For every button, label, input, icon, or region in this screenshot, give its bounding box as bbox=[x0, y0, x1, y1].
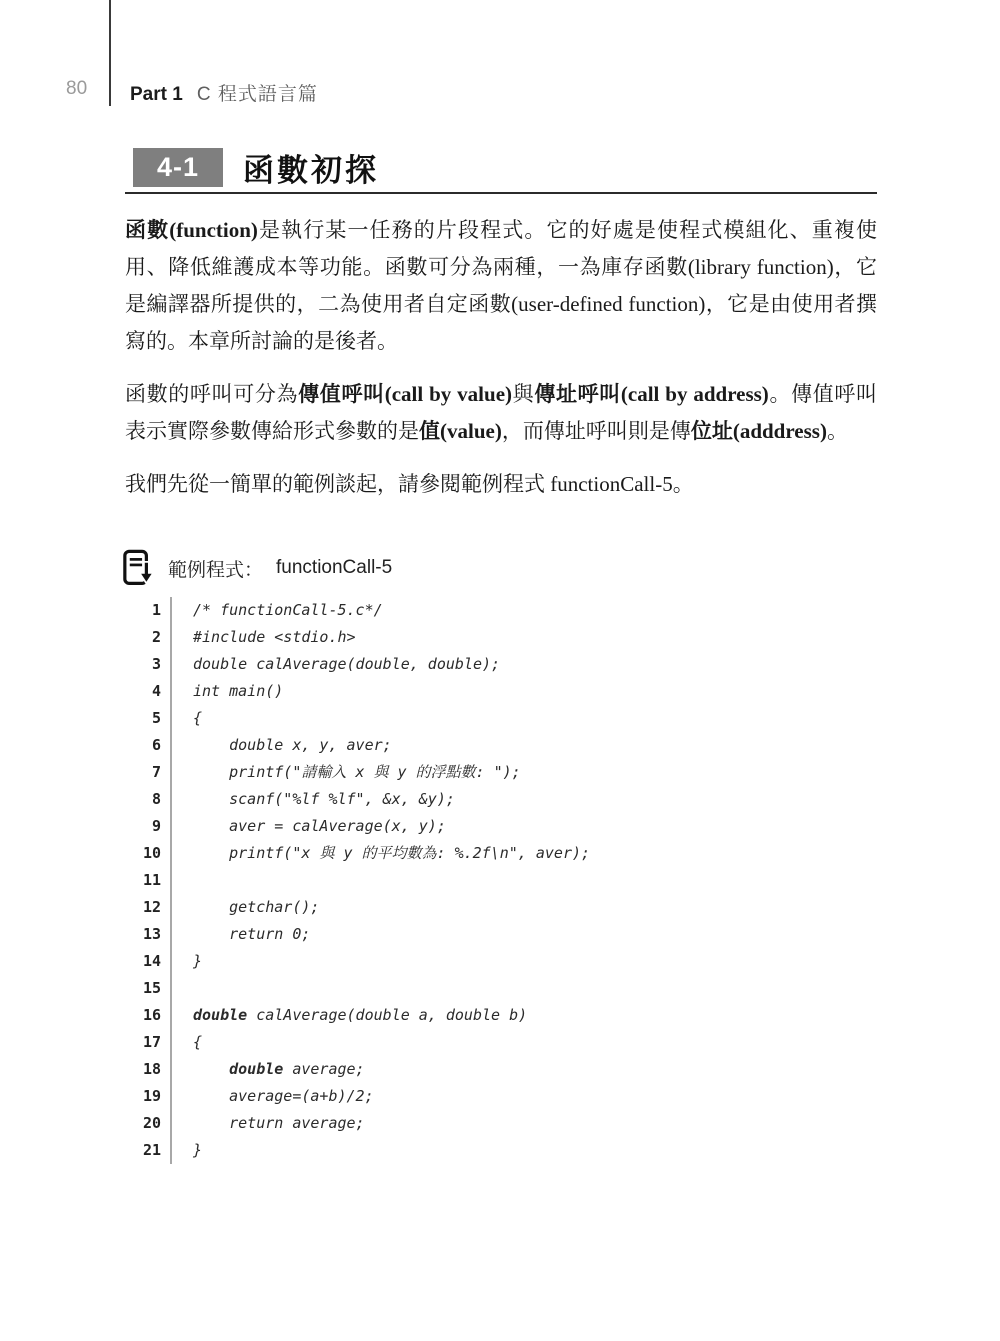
running-header bbox=[130, 79, 318, 106]
text-run: double bbox=[193, 1006, 248, 1024]
line-number: 20 bbox=[127, 1110, 172, 1137]
code-text bbox=[172, 1056, 365, 1083]
code-text bbox=[172, 867, 193, 894]
text-run: } bbox=[193, 952, 203, 970]
code-text bbox=[172, 732, 392, 759]
code-line bbox=[127, 1029, 867, 1056]
section-number-badge: 4-1 bbox=[133, 148, 223, 187]
section-underline bbox=[125, 192, 877, 194]
line-number: 9 bbox=[127, 813, 172, 840]
line-number: 4 bbox=[127, 678, 172, 705]
code-text bbox=[172, 921, 310, 948]
text-run: 我們先從一簡單的範例談起，請參閱範例程式 functionCall-5。 bbox=[125, 472, 694, 496]
code-text bbox=[172, 678, 283, 705]
line-number: 1 bbox=[127, 597, 172, 624]
line-number: 21 bbox=[127, 1137, 172, 1164]
code-text bbox=[172, 624, 356, 651]
code-text bbox=[172, 1110, 365, 1137]
code-line bbox=[127, 948, 867, 975]
example-program-row bbox=[123, 549, 392, 587]
text-run: 是執行某一任務的片段程式。它的好處是使程式模組化、重複使用、降低維護成本等功能。函數可分為兩種，一為庫存函數(library function)，它是編譯器所提供的，二為使用者自定函數(user-defined function)，它是由使用者撰寫的。本章所討論的是後者。 bbox=[125, 218, 877, 353]
line-number: 3 bbox=[127, 651, 172, 678]
text-run: aver = calAverage(x, y); bbox=[193, 817, 446, 835]
code-line bbox=[127, 1110, 867, 1137]
code-text bbox=[172, 705, 202, 732]
code-line bbox=[127, 759, 867, 786]
code-line bbox=[127, 1137, 867, 1164]
code-text bbox=[172, 813, 446, 840]
text-run: double bbox=[229, 1060, 284, 1078]
code-line bbox=[127, 786, 867, 813]
line-number: 19 bbox=[127, 1083, 172, 1110]
code-line bbox=[127, 1083, 867, 1110]
text-run bbox=[193, 1060, 229, 1078]
code-text bbox=[172, 597, 383, 624]
text-run: getchar(); bbox=[193, 898, 320, 916]
line-number: 7 bbox=[127, 759, 172, 786]
text-run: double calAverage(double, double); bbox=[193, 655, 501, 673]
text-run: double x, y, aver; bbox=[193, 736, 392, 754]
text-run: ，而傳址呼叫則是傳 bbox=[501, 419, 691, 443]
text-run: return average; bbox=[193, 1114, 365, 1132]
text-run: 與 bbox=[512, 382, 535, 406]
code-line bbox=[127, 894, 867, 921]
text-run: printf("請輸入 x 與 y 的浮點數: "); bbox=[193, 763, 521, 781]
text-run: 。 bbox=[826, 419, 848, 443]
line-number: 17 bbox=[127, 1029, 172, 1056]
text-run: 。傳值呼叫表示實際參數傳給形式參數的是 bbox=[125, 382, 878, 443]
code-line bbox=[127, 813, 867, 840]
code-listing bbox=[127, 597, 867, 1164]
code-text bbox=[172, 786, 455, 813]
text-run: #include <stdio.h> bbox=[193, 628, 356, 646]
example-program-name: functionCall-5 bbox=[276, 557, 393, 578]
line-number: 12 bbox=[127, 894, 172, 921]
text-run: 傳址呼叫(call by address) bbox=[534, 382, 769, 406]
code-text bbox=[172, 1002, 527, 1029]
line-number: 2 bbox=[127, 624, 172, 651]
text-run: int main() bbox=[193, 682, 284, 700]
body-paragraph bbox=[125, 376, 877, 450]
part-label: Part 1 bbox=[130, 84, 183, 105]
code-text bbox=[172, 1029, 202, 1056]
line-number: 14 bbox=[127, 948, 172, 975]
line-number: 10 bbox=[127, 840, 172, 867]
text-run: scanf("%lf %lf", &x, &y); bbox=[193, 790, 455, 808]
text-run: /* functionCall-5.c*/ bbox=[193, 601, 383, 619]
code-line bbox=[127, 921, 867, 948]
code-line bbox=[127, 732, 867, 759]
code-line bbox=[127, 1002, 867, 1029]
text-run: } bbox=[193, 1141, 203, 1159]
line-number: 13 bbox=[127, 921, 172, 948]
code-line bbox=[127, 975, 867, 1002]
text-run: { bbox=[193, 709, 203, 727]
line-number: 18 bbox=[127, 1056, 172, 1083]
line-number: 16 bbox=[127, 1002, 172, 1029]
text-run: 函數(function) bbox=[125, 218, 258, 242]
code-sample-document-icon bbox=[123, 549, 155, 587]
text-run: calAverage(double a, double b) bbox=[247, 1006, 528, 1024]
text-run: average=(a+b)/2; bbox=[193, 1087, 374, 1105]
section-heading bbox=[133, 145, 379, 190]
section-title: 函數初探 bbox=[243, 153, 379, 188]
example-label: 範例程式： bbox=[168, 559, 264, 581]
code-line bbox=[127, 840, 867, 867]
code-text bbox=[172, 1083, 374, 1110]
body-copy bbox=[125, 212, 877, 519]
text-run: average; bbox=[283, 1060, 365, 1078]
code-text bbox=[172, 894, 319, 921]
text-run: 函數的呼叫可分為 bbox=[125, 382, 299, 406]
line-number: 5 bbox=[127, 705, 172, 732]
text-run: 位址(adddress) bbox=[690, 419, 827, 443]
code-text bbox=[172, 1137, 202, 1164]
header-divider bbox=[109, 0, 111, 106]
code-line bbox=[127, 1056, 867, 1083]
code-text bbox=[172, 651, 500, 678]
code-text bbox=[172, 759, 521, 786]
code-line bbox=[127, 651, 867, 678]
code-text bbox=[172, 975, 193, 1002]
line-number: 15 bbox=[127, 975, 172, 1002]
body-paragraph bbox=[125, 466, 877, 503]
code-line bbox=[127, 678, 867, 705]
page-number: 80 bbox=[66, 78, 88, 99]
code-line bbox=[127, 705, 867, 732]
code-text bbox=[172, 948, 202, 975]
text-run: printf("x 與 y 的平均數為: %.2f\n", aver); bbox=[193, 844, 591, 862]
code-line bbox=[127, 597, 867, 624]
line-number: 11 bbox=[127, 867, 172, 894]
code-line bbox=[127, 624, 867, 651]
line-number: 6 bbox=[127, 732, 172, 759]
text-run: return 0; bbox=[193, 925, 311, 943]
code-text bbox=[172, 840, 590, 867]
text-run: 值(value) bbox=[419, 419, 502, 443]
text-run: 傳值呼叫(call by value) bbox=[298, 382, 513, 406]
code-line bbox=[127, 867, 867, 894]
text-run: { bbox=[193, 1033, 203, 1051]
part-title: C 程式語言篇 bbox=[196, 84, 318, 105]
line-number: 8 bbox=[127, 786, 172, 813]
body-paragraph bbox=[125, 212, 877, 360]
